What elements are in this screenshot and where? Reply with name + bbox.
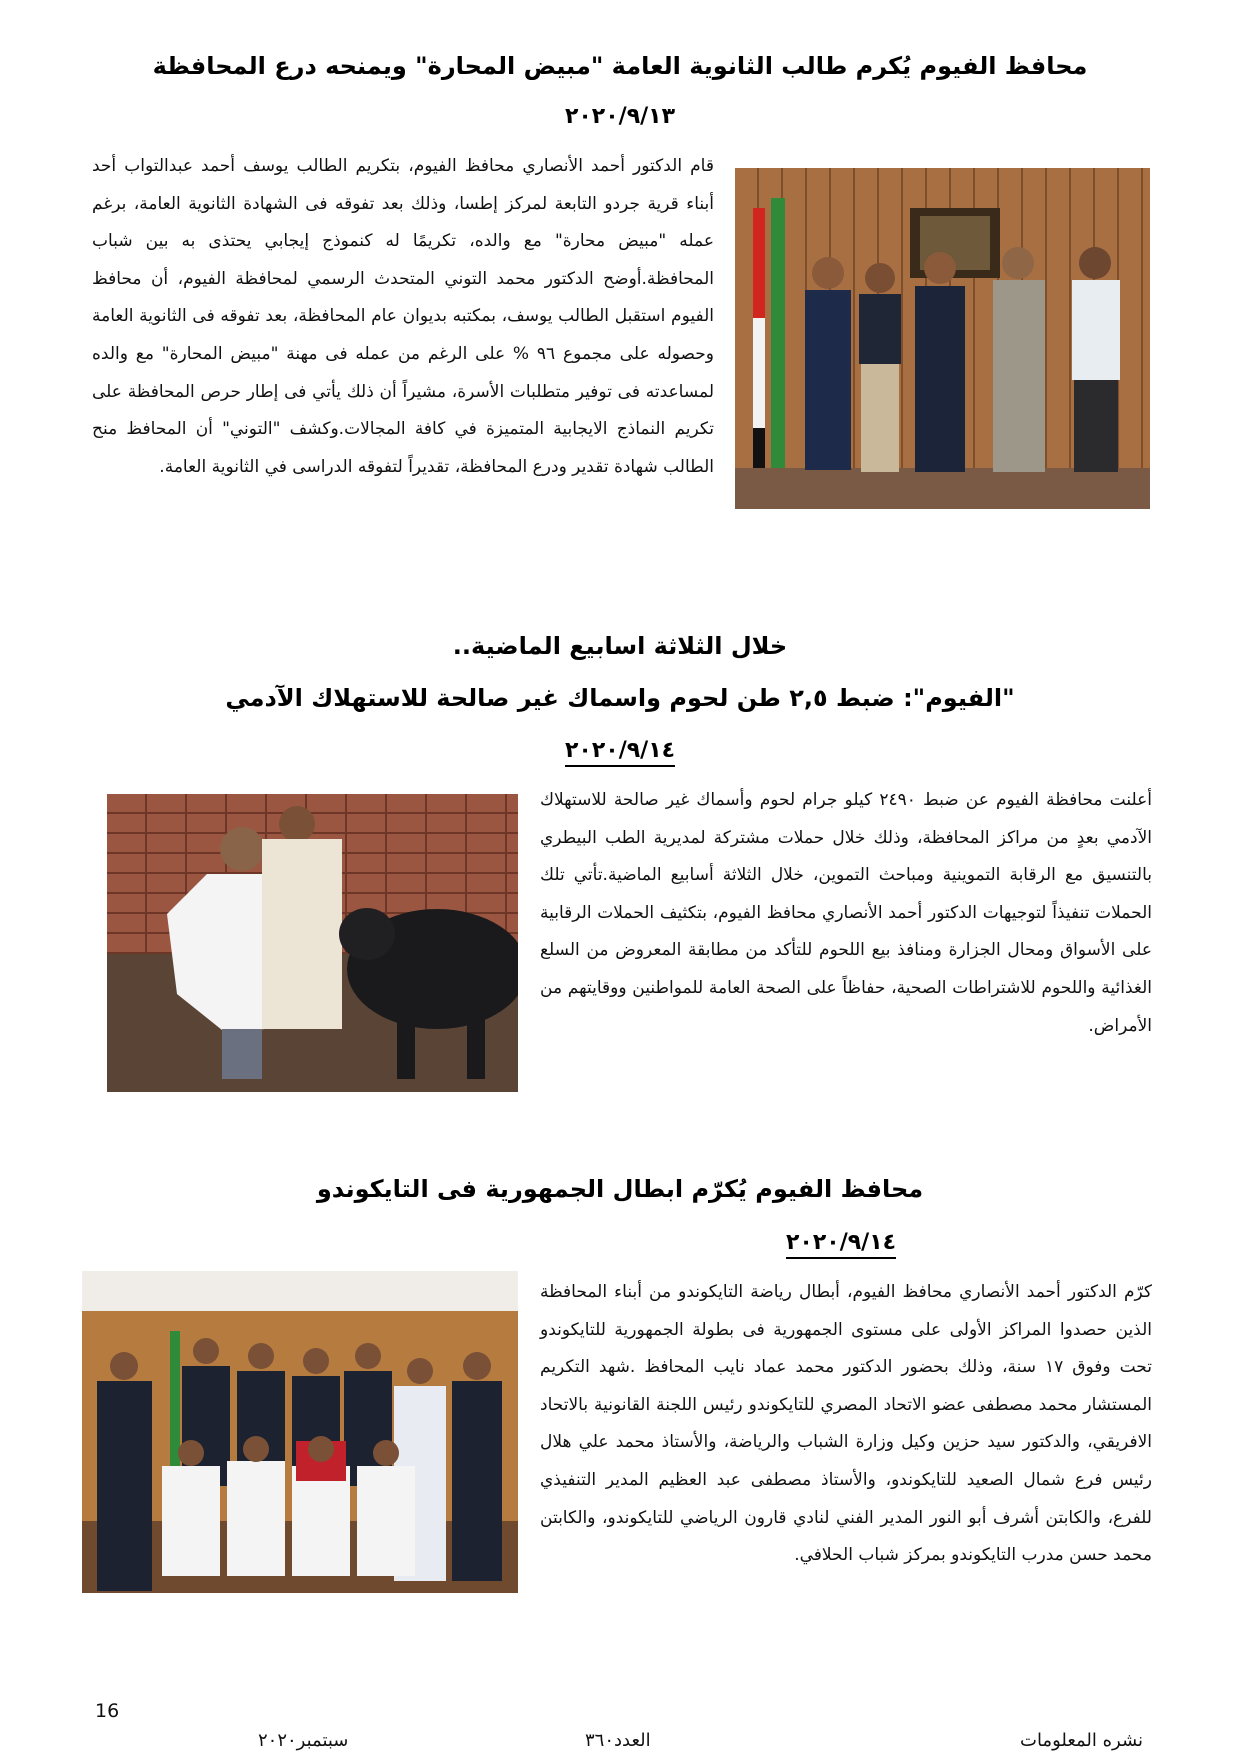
article2-title: "الفيوم": ضبط ٢,٥ طن لحوم واسماك غير صالحة للاستهلاك الآدمي [225,684,1015,712]
page-number: 16 [95,1700,120,1722]
article2-kicker: خلال الثلاثة اسابيع الماضية.. [452,632,788,660]
article2-body: أعلنت محافظة الفيوم عن ضبط ٢٤٩٠ كيلو جرام لحوم وأسماك غير صالحة للاستهلاك الآدمي بعدٍ من مراكز المحافظة، وذلك خلال حملات مشتركة لمديرية الطب البيطري بالتنسيق مع الرقابة التموينية ومباحث التموين، خلال الثلاثة أسابيع الماضية.تأتي تلك الحملات تنفيذاً لتوجيهات الدكتور أحمد الأنصاري محافظ الفيوم، بتكثيف الحملات الرقابية على الأسواق ومحال الجزارة ومنافذ بيع اللحوم للتأكد من مطابقة المعروض من السلع الغذائية واللحوم للاشتراطات الصحية، حفاظاً على الصحة العامة للمواطنين ووقايتهم من الأمراض. [540,790,1152,1036]
article3-title: محافظ الفيوم يُكرّم ابطال الجمهورية فى التايكوندو [316,1175,924,1203]
article1-date: ٢٠٢٠/٩/١٣ [564,104,676,129]
article3-body: كرّم الدكتور أحمد الأنصاري محافظ الفيوم، أبطال رياضة التايكوندو من أبناء المحافظة الذين حصدوا المراكز الأولى على مستوى الجمهورية فى بطولة الجمهورية للتايكوندو تحت وفوق ١٧ سنة، وذلك بحضور الدكتور محمد عماد نايب المحافظ .شهد التكريم المستشار محمد مصطفى عضو الاتحاد المصري للتايكوندو رئيس اللجنة القانونية بالاتحاد الافريقي، والدكتور سيد حزين وكيل وزارة الشباب والرياضة، والأستاذ محمد علي هلال رئيس فرع شمال الصعيد للتايكوندو، والأستاذ مصطفى عبد العظيم المدير التنفيذي للفرع، والكابتن أشرف أبو النور المدير الفني لنادي قارون الرياضي للتايكوندو، والكابتن محمد حسن مدرب التايكوندو بمركز شباب الحلافي. [540,1282,1153,1566]
article1-title: محافظ الفيوم يُكرم طالب الثانوية العامة "مبيض المحارة" ويمنحه درع المحافظة [152,52,1088,80]
article1-body: قام الدكتور أحمد الأنصاري محافظ الفيوم، بتكريم الطالب يوسف أحمد عبدالتواب أحد أبناء قرية جردو التابعة لمركز إطسا، وذلك بعد تفوقه فى الشهادة الثانوية العامة، برغم عمله "مبيض محارة" مع والده، تكريمًا له كنموذج إيجابي يحتذى به بين شباب المحافظة.أوضح الدكتور محمد التوني المتحدث الرسمي لمحافظة الفيوم، أن محافظ الفيوم استقبل الطالب يوسف، بمكتبه بديوان عام المحافظة، بعد تفوقه فى الثانوية العامة وحصوله على مجموع ٩٦ % على الرغم من عمله فى مهنة "مبيض المحارة" مع والده لمساعدته فى توفير متطلبات الأسرة، مشيراً أن ذلك يأتي فى إطار حرص المحافظة على تكريم النماذج الايجابية المتميزة في كافة المجالات.وكشف "التوني" أن المحافظ منح الطالب شهادة تقدير ودرع المحافظة، تقديراً لتفوقه الدراسى في الثانوية العامة. [92,156,714,477]
article3-date: ٢٠٢٠/٩/١٤ [786,1230,896,1259]
footer-month: سبتمبر٢٠٢٠ [258,1730,349,1751]
footer-publication: نشره المعلومات [1020,1730,1144,1751]
article2-date: ٢٠٢٠/٩/١٤ [565,738,675,767]
article2-photo [107,794,518,1092]
article1-photo [735,168,1150,509]
footer-issue: العدد٣٦٠ [585,1730,651,1751]
article3-photo [82,1271,518,1593]
